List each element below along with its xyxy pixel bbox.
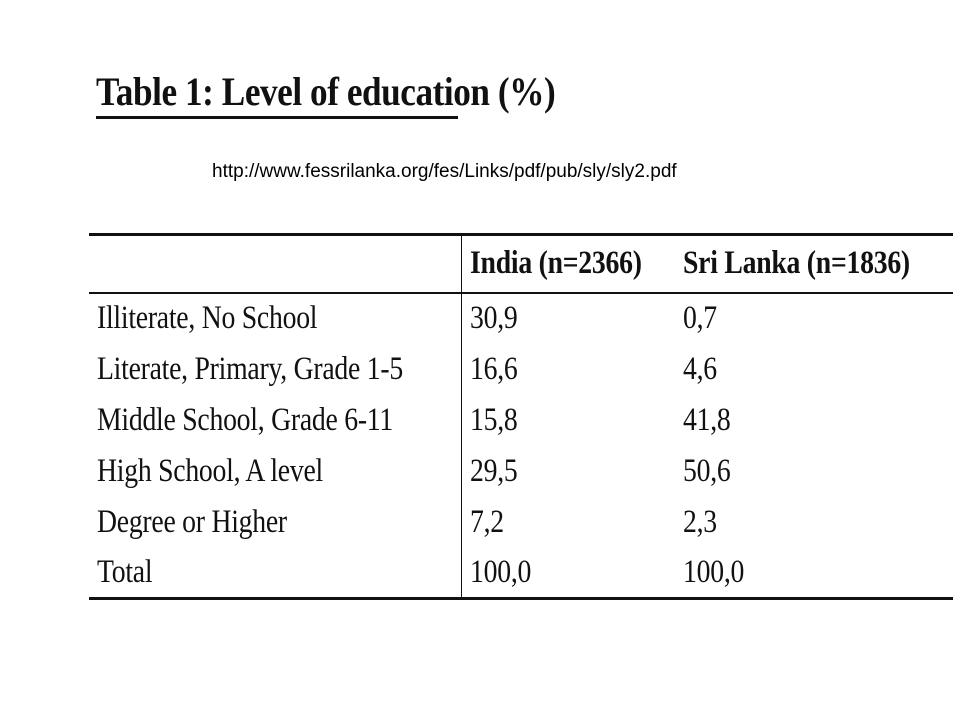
india-value-cell: [462, 293, 675, 344]
row-label-cell: [89, 344, 462, 395]
table-header-row: [89, 235, 953, 293]
sri-lanka-value: 41,8: [682, 401, 731, 438]
header-sri-lanka: [675, 235, 953, 293]
header-india: [462, 235, 675, 293]
row-label-cell: [89, 293, 462, 344]
header-label-cell: [89, 235, 462, 293]
india-value: 30,9: [470, 300, 518, 336]
sri-lanka-value-cell: [675, 548, 953, 599]
table-row-total: [89, 548, 953, 599]
india-value: 29,5: [470, 452, 518, 489]
sri-lanka-value: 100,0: [682, 553, 744, 590]
sri-lanka-value-cell: [675, 395, 953, 446]
row-label: Illiterate, No School: [97, 300, 318, 336]
table-row: [89, 344, 953, 395]
india-value: 100,0: [470, 553, 532, 590]
sri-lanka-value: 0,7: [682, 300, 717, 336]
sri-lanka-value-cell: [675, 293, 953, 344]
sri-lanka-value-cell: [675, 497, 953, 548]
row-label: Degree or Higher: [97, 503, 287, 540]
row-label: Total: [97, 553, 153, 590]
row-label-cell: [89, 446, 462, 497]
row-label-cell: [89, 395, 462, 446]
india-value: 7,2: [470, 503, 505, 540]
header-india-text: India (n=2366): [470, 245, 642, 282]
india-value-cell: [462, 548, 675, 599]
table-title-block: [96, 70, 618, 116]
india-value-cell: [462, 344, 675, 395]
india-value: 16,6: [470, 350, 518, 387]
row-label-cell: [89, 548, 462, 599]
table-row: [89, 293, 953, 344]
row-label: High School, A level: [97, 452, 323, 489]
sri-lanka-value: 50,6: [682, 452, 731, 489]
row-label-cell: [89, 497, 462, 548]
table-row: [89, 446, 953, 497]
sri-lanka-value: 2,3: [682, 503, 717, 540]
india-value: 15,8: [470, 401, 518, 438]
sri-lanka-value-cell: [675, 446, 953, 497]
table-title: Table 1: Level of education (%): [96, 69, 556, 114]
table-row: [89, 395, 953, 446]
india-value-cell: [462, 395, 675, 446]
education-table: [89, 233, 953, 600]
header-sri-lanka-text: Sri Lanka (n=1836): [682, 245, 910, 282]
sri-lanka-value: 4,6: [682, 350, 717, 387]
table-row: [89, 497, 953, 548]
sri-lanka-value-cell: [675, 344, 953, 395]
india-value-cell: [462, 497, 675, 548]
row-label: Literate, Primary, Grade 1-5: [97, 350, 403, 387]
india-value-cell: [462, 446, 675, 497]
source-url: http://www.fessrilanka.org/fes/Links/pdf/pub/sly/sly2.pdf: [212, 161, 677, 182]
row-label: Middle School, Grade 6-11: [97, 401, 393, 438]
title-underline: [96, 116, 458, 119]
